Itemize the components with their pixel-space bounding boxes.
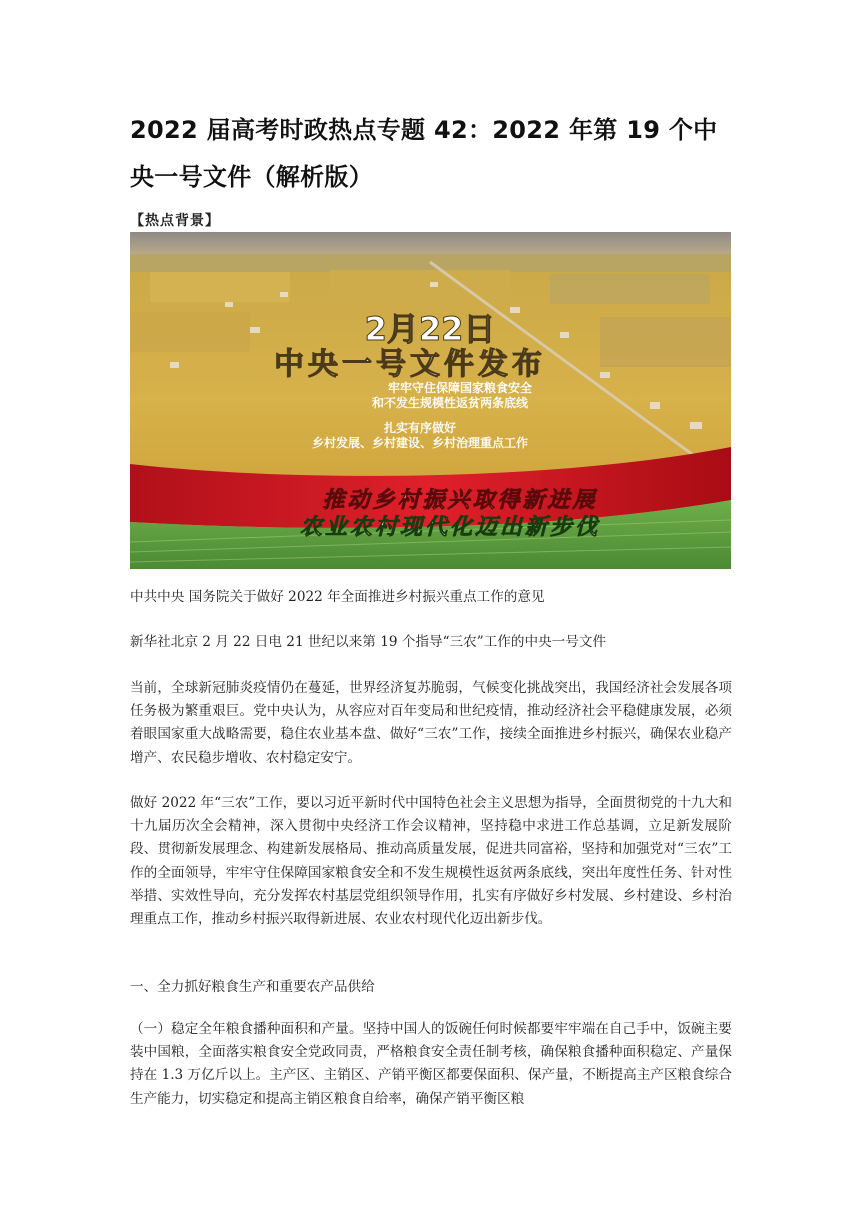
banner-headline: 中央一号文件发布: [274, 347, 546, 382]
paragraph: 新华社北京 2 月 22 日电 21 世纪以来第 19 个指导“三农”工作的中央一号文件: [130, 634, 607, 650]
paragraph: 当前，全球新冠肺炎疫情仍在蔓延，世界经济复苏脆弱，气候变化挑战突出，我国经济社会发展各项任务极为繁重艰巨。党中央认为，从容应对百年变局和世纪疫情，推动经济社会平稳健康发展，必须着眼国家重大战略需要，稳住农业基本盘、做好“三农”工作，接续全面推进乡村振兴，确保农业稳产增产、农民稳步增收、农村稳定安宁。: [130, 680, 732, 766]
banner-slogan1: 推动乡村振兴取得新进展: [322, 487, 598, 513]
paragraph: 做好 2022 年“三农”工作，要以习近平新时代中国特色社会主义思想为指导，全面贯彻党的十九大和十九届历次全会精神，深入贯彻中央经济工作会议精神，坚持稳中求进工作总基调，立足新发展阶段、贯彻新发展理念、构建新发展格局、推动高质量发展，促进共同富裕，坚持和加强党对“三农”工作的全面领导，牢牢守住保障国家粮食安全和不发生规模性返贫两条底线，突出年度性任务、针对性举措、实效性导向，充分发挥农村基层党组织领导作用，扎实有序做好乡村发展、乡村建设、乡村治理重点工作，推动乡村振兴取得新进展、农业农村现代化迈出新步伐。: [130, 795, 732, 928]
section-heading: 一、全力抓好粮食生产和重要农产品供给: [130, 979, 375, 995]
banner-line3: 扎实有序做好: [383, 421, 457, 435]
banner-slogan2: 农业农村现代化迈出新步伐: [299, 514, 601, 540]
banner-line2: 和不发生规模性返贫两条底线: [371, 396, 529, 410]
section-tag: 【热点背景】: [130, 213, 220, 229]
paragraph: （一）稳定全年粮食播种面积和产量。坚持中国人的饭碗任何时候都要牢牢端在自己手中，饭碗主要装中国粮，全面落实粮食安全党政同责，严格粮食安全责任制考核，确保粮食播种面积稳定、产量保持在 1.3 万亿斤以上。主产区、主销区、产销平衡区都要保面积、保产量，不断提高主产区粮食综合生产能力，切实稳定和提高主销区粮食自给率，确保产销平衡区粮: [130, 1021, 732, 1107]
banner-image: [130, 232, 731, 569]
banner-date: 2月22日: [364, 310, 496, 348]
document-title: 2022 届高考时政热点专题 42：2022 年第 19 个中央一号文件（解析版）: [130, 116, 718, 191]
paragraph: 中共中央 国务院关于做好 2022 年全面推进乡村振兴重点工作的意见: [130, 589, 545, 605]
banner-line4: 乡村发展、乡村建设、乡村治理重点工作: [311, 436, 529, 450]
banner-line1: 牢牢守住保障国家粮食安全: [387, 381, 533, 395]
